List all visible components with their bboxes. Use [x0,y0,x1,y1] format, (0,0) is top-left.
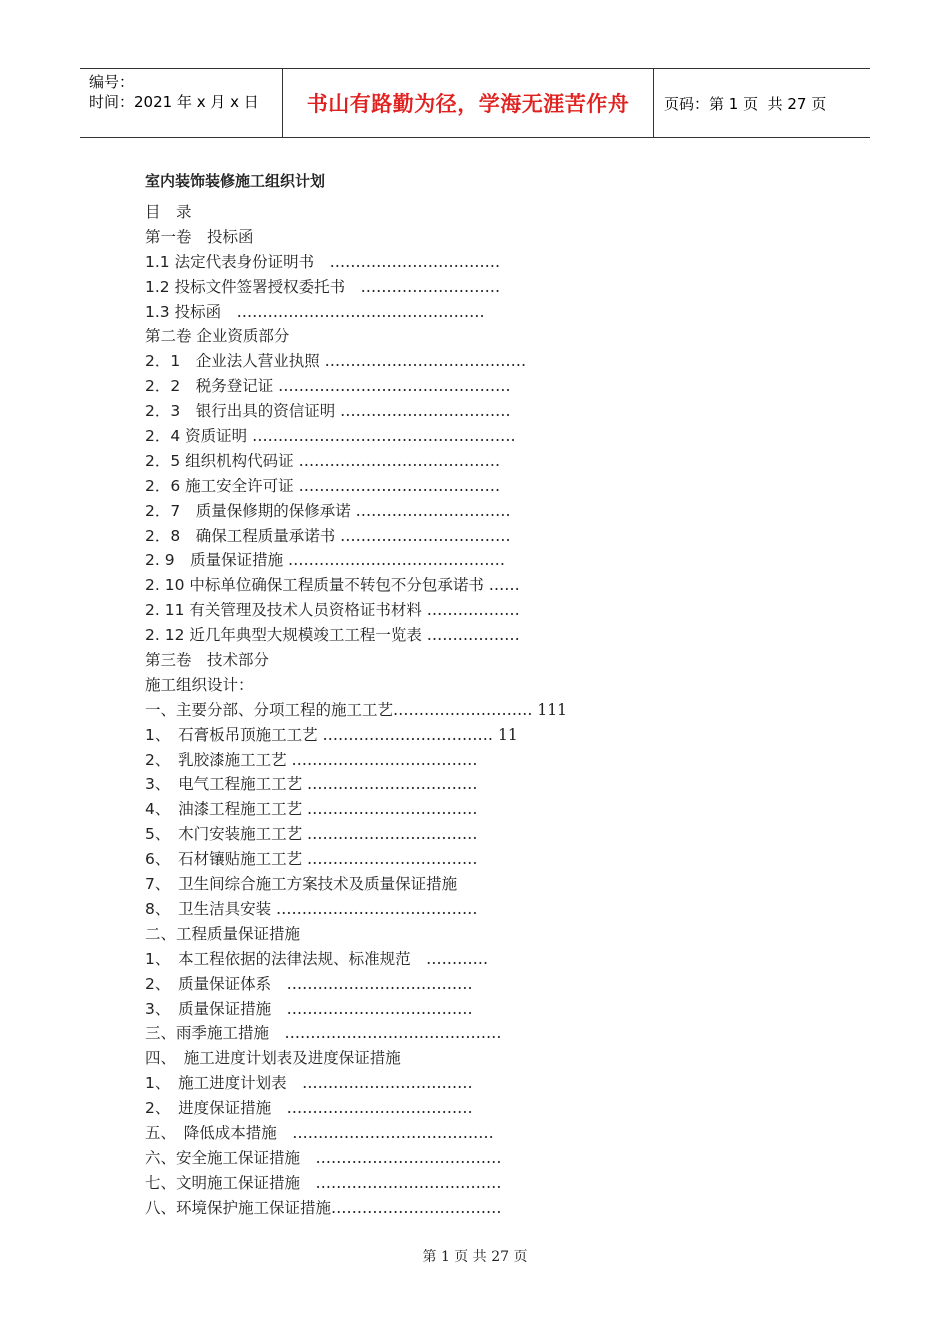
toc-number: 1.2 [145,277,170,296]
toc-text: 第三卷 技术部分 [145,651,270,670]
page-footer [0,1246,950,1266]
toc-number: 2. 11 [145,601,185,620]
toc-text: 施工进度计划表 …………………………… [162,1074,473,1093]
toc-text: 石材镶贴施工工艺 …………………………… [162,850,478,869]
toc-line [145,1071,665,1096]
toc-line [145,499,665,524]
toc-line [145,1096,665,1121]
toc-line [145,947,665,972]
toc-line [145,748,665,773]
toc-text: 五、 降低成本措施 ………………………………… [145,1123,494,1142]
toc-line [145,225,665,250]
toc-line [145,1046,665,1071]
toc-text: 质量保证措施 …………………………………… [174,551,506,570]
toc-number: 8、 [145,899,163,918]
toc-text: 第二卷 企业资质部分 [145,327,290,346]
toc-text: 施工组织设计： [145,675,254,694]
toc-text: 石膏板吊顶施工工艺 …………………………… 11 [162,725,518,744]
toc-text: 资质证明 …………………………………………… [180,427,516,446]
toc-line [145,623,665,648]
table-of-contents [145,200,665,1221]
toc-line [145,797,665,822]
toc-line [145,972,665,997]
toc-line [145,1171,665,1196]
toc-line [145,449,665,474]
toc-text: 本工程依据的法律法规、标准规范 ………… [162,949,489,968]
toc-number: 6、 [145,850,163,869]
toc-text: 卫生间综合施工方案技术及质量保证措施 [162,875,458,894]
toc-line [145,1196,665,1221]
toc-number: 2. 12 [145,626,185,645]
date-label: 时间：2021 年 x 月 x 日 [89,93,259,111]
header-meta [80,69,282,137]
toc-line [145,822,665,847]
toc-line [145,897,665,922]
toc-text: 质量保证体系 ……………………………… [162,974,473,993]
toc-text: 一、主要分部、分项工程的施工工艺……………………… 111 [145,700,568,719]
toc-text: 第一卷 投标函 [145,227,254,246]
toc-number: 2．8 [145,526,181,545]
toc-text: 企业法人营业执照 ………………………………… [180,352,527,371]
page-label: 页码：第 1 页 共 27 页 [664,94,827,113]
toc-line [145,648,665,673]
toc-line [145,548,665,573]
toc-text: 电气工程施工工艺 …………………………… [162,775,478,794]
toc-line [145,524,665,549]
toc-text: 七、文明施工保证措施 ……………………………… [145,1173,502,1192]
toc-text: 目 录 [145,203,192,221]
toc-number: 1、 [145,725,163,744]
toc-line [145,1121,665,1146]
toc-text: 近几年典型大规模竣工工程一览表 ……………… [184,626,520,645]
toc-text: 组织机构代码证 ………………………………… [180,451,501,470]
toc-number: 2. 10 [145,576,185,595]
toc-text: 法定代表身份证明书 …………………………… [169,252,501,271]
toc-number: 1.3 [145,302,170,321]
toc-number: 2．7 [145,501,181,520]
toc-line [145,474,665,499]
toc-number: 5、 [145,825,163,844]
toc-text: 税务登记证 ……………………………………… [180,377,511,396]
toc-text: 进度保证措施 ……………………………… [162,1099,473,1118]
toc-text: 银行出具的资信证明 …………………………… [180,402,511,421]
toc-line [145,250,665,275]
toc-line [145,772,665,797]
toc-line [145,598,665,623]
toc-text: 投标文件签署授权委托书 ……………………… [169,277,501,296]
toc-line [145,374,665,399]
toc-text: 质量保修期的保修承诺 ………………………… [180,501,511,520]
toc-number: 2．5 [145,451,181,470]
toc-line [145,300,665,325]
toc-number: 7、 [145,875,163,894]
toc-number: 1、 [145,949,163,968]
toc-line [145,275,665,300]
toc-number: 2．6 [145,476,181,495]
toc-text: 施工安全许可证 ………………………………… [180,476,501,495]
toc-text: 油漆工程施工工艺 …………………………… [162,800,478,819]
toc-text: 有关管理及技术人员资格证书材料 ……………… [184,601,520,620]
toc-line [145,573,665,598]
toc-number: 2、 [145,750,163,769]
code-label: 编号： [89,73,135,91]
header-motto-cell [282,69,654,137]
toc-line [145,698,665,723]
toc-line [145,723,665,748]
toc-number: 2．4 [145,427,181,446]
toc-line [145,200,665,225]
toc-text: 三、雨季施工措施 …………………………………… [145,1024,502,1043]
toc-number: 2．1 [145,352,181,371]
header-page-cell [654,69,870,137]
motto-text: 书山有路勤为径，学海无涯苦作舟 [306,92,630,116]
toc-text: 乳胶漆施工工艺 ……………………………… [162,750,478,769]
toc-line [145,872,665,897]
toc-line [145,673,665,698]
toc-number: 2、 [145,1099,163,1118]
toc-line [145,424,665,449]
toc-line [145,847,665,872]
toc-text: 卫生洁具安装 ………………………………… [162,899,478,918]
toc-number: 4、 [145,800,163,819]
toc-number: 2、 [145,974,163,993]
toc-text: 八、环境保护施工保证措施…………………………… [145,1198,502,1217]
toc-number: 2．2 [145,377,181,396]
toc-number: 1.1 [145,252,170,271]
toc-number: 3、 [145,775,163,794]
toc-text: 确保工程质量承诺书 …………………………… [180,526,511,545]
toc-text: 中标单位确保工程质量不转包不分包承诺书 …… [184,576,520,595]
toc-number: 2．3 [145,402,181,421]
footer-page-number: 第 1 页 共 27 页 [422,1249,528,1265]
toc-line [145,324,665,349]
toc-text: 二、工程质量保证措施 [145,924,301,943]
toc-text: 木门安装施工工艺 …………………………… [162,825,478,844]
toc-line [145,997,665,1022]
toc-text: 四、 施工进度计划表及进度保证措施 [145,1049,401,1068]
document-title: 室内装饰装修施工组织计划 [145,172,326,190]
toc-text: 质量保证措施 ……………………………… [162,999,473,1018]
toc-line [145,399,665,424]
toc-number: 3、 [145,999,163,1018]
toc-line [145,349,665,374]
toc-text: 六、安全施工保证措施 ……………………………… [145,1148,502,1167]
toc-line [145,1146,665,1171]
toc-line [145,922,665,947]
toc-line [145,1021,665,1046]
toc-text: 投标函 ………………………………………… [169,302,485,321]
toc-number: 2. 9 [145,551,175,570]
toc-number: 1、 [145,1074,163,1093]
page-header [80,68,870,138]
